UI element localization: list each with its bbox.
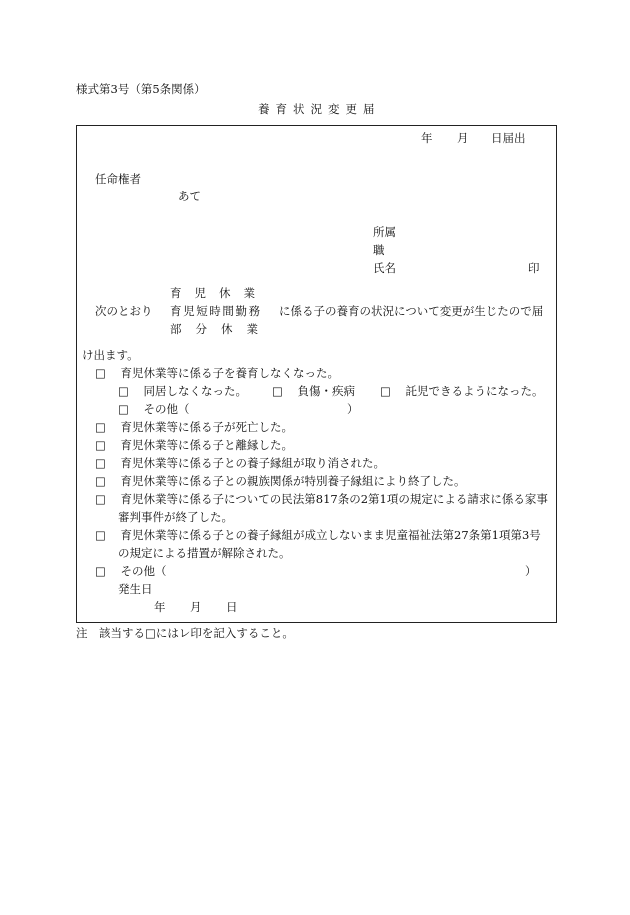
leave-type-childcare: 育児休業: [170, 286, 268, 300]
form-title: 養育状況変更届: [258, 102, 381, 116]
checkbox[interactable]: □: [95, 564, 106, 578]
sub-option-other-close: ）: [347, 402, 359, 416]
sub-option-not-living-together: [118, 386, 247, 398]
option-label: 育児休業等に係る子を養育しなくなった。: [120, 366, 339, 380]
sub-option-injury-illness: [272, 386, 355, 398]
position-label: 職: [373, 243, 385, 257]
occurrence-month-label: 月: [190, 600, 202, 614]
name-label: 氏名: [373, 261, 396, 275]
option-label: 育児休業等に係る子との養子縁組が取り消された。: [120, 456, 385, 470]
checkbox[interactable]: □: [95, 420, 106, 434]
checkbox[interactable]: □: [95, 366, 106, 380]
option-label: 育児休業等に係る子との親族関係が特別養子縁組により終了した。: [120, 474, 466, 488]
checkbox[interactable]: □: [95, 492, 106, 506]
occurrence-label: 発生日: [118, 582, 153, 596]
sub-option-daycare: [380, 386, 544, 398]
option-label: 託児できるようになった。: [405, 384, 544, 398]
sub-option-other: [118, 404, 190, 416]
option-separation: [95, 440, 293, 452]
seal-label: 印: [528, 261, 540, 275]
checkbox[interactable]: □: [95, 528, 106, 542]
option-label: 負傷・疾病: [297, 384, 355, 398]
body-continuation: け出ます。: [82, 348, 139, 362]
form-number: 様式第3号（第5条関係）: [76, 82, 206, 96]
recipient-label: 任命権者: [95, 172, 141, 186]
leave-type-short-hours: 育児短時間勤務: [170, 304, 262, 318]
option-other: [95, 566, 167, 578]
option-label: 同居しなくなった。: [143, 384, 247, 398]
footnote: 注 該当する□にはレ印を記入すること。: [76, 626, 294, 640]
leave-type-partial: 部分休業: [170, 322, 272, 336]
option-death: [95, 422, 293, 434]
checkbox[interactable]: □: [95, 438, 106, 452]
option-label: その他（: [120, 564, 167, 578]
option-welfare-act: [95, 530, 541, 542]
date-month-label: 月: [457, 131, 469, 145]
date-year-label: 年: [421, 131, 433, 145]
date-day-submitted-label: 日届出: [491, 131, 526, 145]
option-label: 育児休業等に係る子との養子縁組が成立しないまま児童福祉法第27条第1項第3号: [120, 528, 541, 542]
option-label: その他（: [143, 402, 190, 416]
option-other-close: ）: [525, 564, 537, 578]
checkbox[interactable]: □: [118, 402, 129, 416]
option-adoption-cancelled: [95, 458, 385, 470]
option-label: 育児休業等に係る子についての民法第817条の2第1項の規定による請求に係る家事: [120, 492, 548, 506]
checkbox[interactable]: □: [272, 384, 283, 398]
body-prefix: 次のとおり: [95, 304, 153, 318]
option-civil-code: [95, 494, 548, 506]
occurrence-day-label: 日: [226, 600, 238, 614]
option-label: 育児休業等に係る子と離縁した。: [120, 438, 293, 452]
option-not-raising: [95, 368, 339, 380]
option-welfare-act-line2: の規定による措置が解除された。: [118, 546, 291, 560]
option-label: 育児休業等に係る子が死亡した。: [120, 420, 293, 434]
body-suffix: に係る子の養育の状況について変更が生じたので届: [279, 304, 544, 318]
affiliation-label: 所属: [373, 225, 396, 239]
option-special-adoption: [95, 476, 466, 488]
checkbox[interactable]: □: [95, 456, 106, 470]
checkbox[interactable]: □: [95, 474, 106, 488]
checkbox[interactable]: □: [118, 384, 129, 398]
recipient-honorific: あて: [178, 189, 201, 203]
occurrence-year-label: 年: [154, 600, 166, 614]
option-civil-code-line2: 審判事件が終了した。: [118, 510, 233, 524]
checkbox[interactable]: □: [380, 384, 391, 398]
